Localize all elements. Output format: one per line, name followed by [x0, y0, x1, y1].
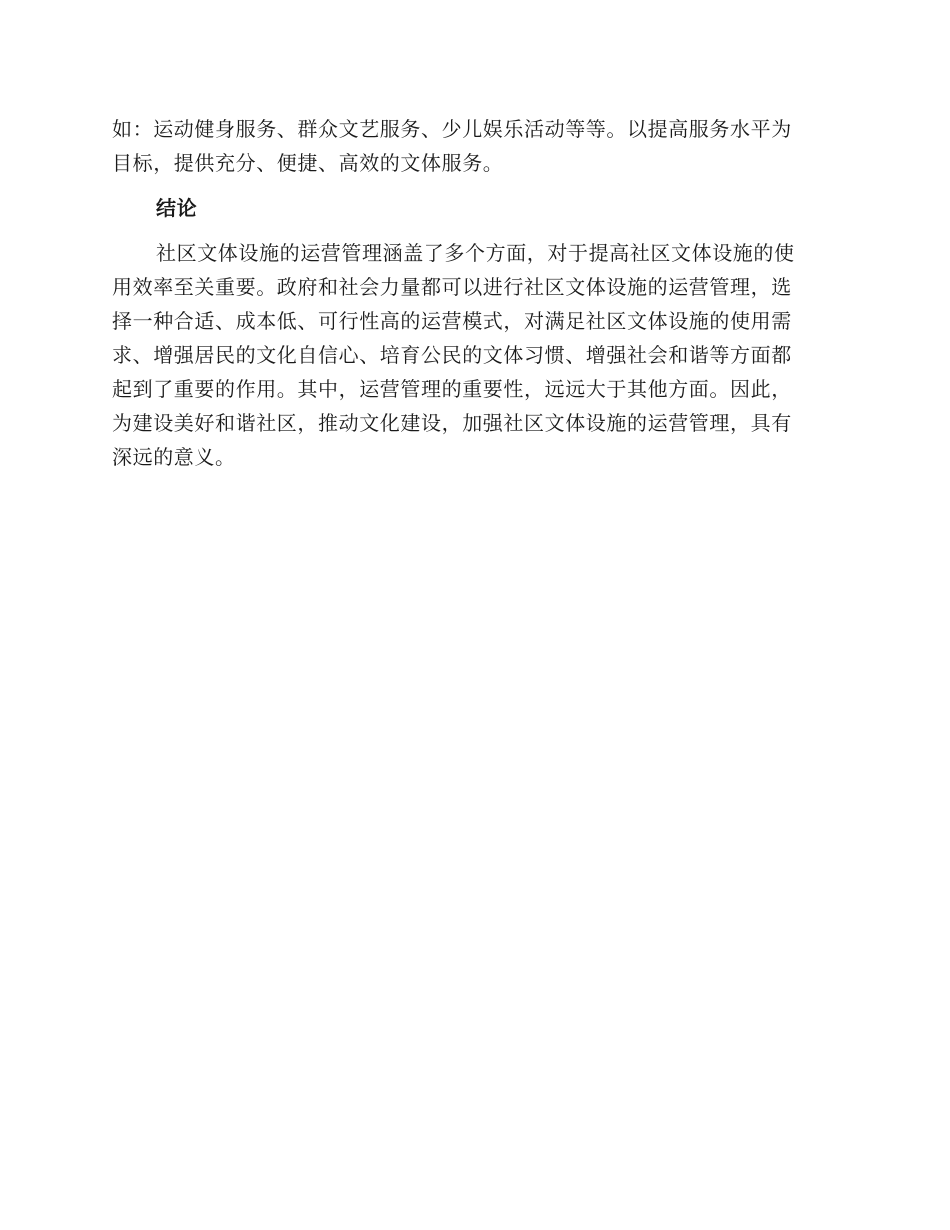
paragraph-line: 用效率至关重要。政府和社会力量都可以进行社区文体设施的运营管理，选	[112, 275, 792, 299]
paragraph-line: 目标，提供充分、便捷、高效的文体服务。	[112, 151, 504, 175]
paragraph-line: 择一种合适、成本低、可行性高的运营模式，对满足社区文体设施的使用需	[112, 309, 792, 333]
paragraph-line: 社区文体设施的运营管理涵盖了多个方面，对于提高社区文体设施的使	[156, 241, 795, 265]
paragraph-line: 求、增强居民的文化自信心、培育公民的文体习惯、增强社会和谐等方面都	[112, 343, 792, 367]
paragraph-line: 为建设美好和谐社区，推动文化建设，加强社区文体设施的运营管理，具有	[112, 411, 792, 435]
paragraph-line: 如：运动健身服务、群众文艺服务、少儿娱乐活动等等。以提高服务水平为	[112, 117, 792, 141]
conclusion-paragraph	[112, 236, 832, 474]
paragraph-line: 起到了重要的作用。其中，运营管理的重要性，远远大于其他方面。因此，	[112, 377, 792, 401]
document-page	[112, 112, 832, 474]
paragraph-line: 深远的意义。	[112, 445, 236, 469]
section-heading: 结论	[156, 196, 198, 220]
intro-paragraph	[112, 112, 832, 180]
